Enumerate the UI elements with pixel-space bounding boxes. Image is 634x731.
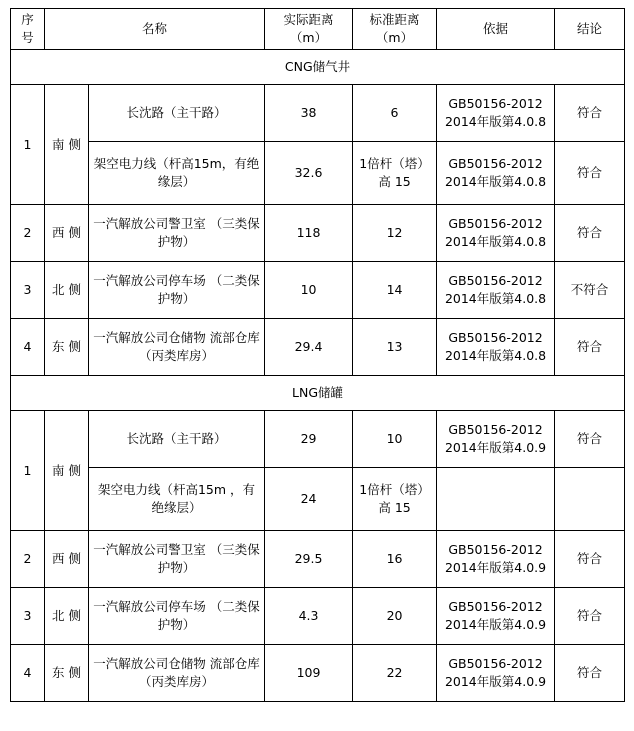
- row-actual: 38: [265, 85, 353, 142]
- header-standard-distance: [353, 9, 437, 50]
- header-actual-distance: [265, 9, 353, 50]
- row-basis-line2: 2014年版第4.0.9: [444, 617, 547, 633]
- row-basis-line2: 2014年版第4.0.9: [444, 674, 547, 690]
- row-name: [89, 319, 265, 376]
- row-actual: 29.4: [265, 319, 353, 376]
- row-side-line2: 侧: [68, 225, 81, 241]
- row-name-line2: 流部仓库（丙类库房）: [139, 330, 260, 364]
- row-conclusion: 符合: [555, 142, 625, 205]
- row-conclusion: 符合: [555, 411, 625, 468]
- row-conclusion: 符合: [555, 588, 625, 645]
- table-row: [11, 411, 625, 468]
- row-basis-line1: GB50156-2012: [448, 656, 543, 672]
- row-basis: [437, 85, 555, 142]
- row-side-line1: 北: [51, 608, 65, 624]
- table-row: [11, 85, 625, 142]
- table-row: [11, 645, 625, 702]
- document-sheet: [10, 8, 624, 702]
- row-side: [45, 205, 89, 262]
- row-name-line1: 一汽解放公司停车场: [93, 599, 206, 615]
- row-conclusion: 符合: [555, 645, 625, 702]
- row-name-line2: （二类保护物）: [157, 273, 260, 307]
- section-title-row: [11, 376, 625, 411]
- row-seq: 1: [11, 411, 45, 531]
- row-actual: 10: [265, 262, 353, 319]
- row-conclusion: 符合: [555, 85, 625, 142]
- header-seq-line2: 号: [21, 30, 34, 46]
- header-basis: 依据: [437, 9, 555, 50]
- row-basis-line1: GB50156-2012: [448, 422, 543, 438]
- header-standard-line1: 标准距离: [369, 12, 420, 27]
- section-title-cng: CNG储气井: [11, 50, 625, 85]
- row-basis-line2: 2014年版第4.0.8: [444, 234, 547, 250]
- row-conclusion: 不符合: [555, 262, 625, 319]
- row-seq: 2: [11, 531, 45, 588]
- row-side-line2: 侧: [68, 136, 81, 152]
- row-side-line1: 南: [51, 462, 65, 478]
- row-side-line1: 东: [51, 665, 65, 681]
- row-name-line1: 一汽解放公司警卫室: [93, 216, 206, 232]
- row-standard: [353, 468, 437, 531]
- row-basis: [437, 319, 555, 376]
- header-conclusion: 结论: [555, 9, 625, 50]
- row-side-line2: 侧: [68, 665, 81, 681]
- header-standard-line2: （m）: [375, 30, 414, 46]
- row-seq: 3: [11, 262, 45, 319]
- row-conclusion: 符合: [555, 205, 625, 262]
- row-name-line1: 一汽解放公司仓储物: [93, 330, 206, 346]
- row-basis-line1: GB50156-2012: [448, 599, 543, 615]
- row-side: [45, 85, 89, 205]
- row-basis-line2: 2014年版第4.0.8: [444, 114, 547, 130]
- row-side-line2: 侧: [68, 462, 81, 478]
- row-name-line1: 一汽解放公司停车场: [93, 273, 206, 289]
- row-name-line2: ，有绝缘层）: [151, 482, 256, 516]
- header-actual-line2: （m）: [289, 30, 328, 46]
- row-side-line1: 西: [51, 225, 65, 241]
- row-name: 长沈路（主干路）: [89, 85, 265, 142]
- table-row: [11, 262, 625, 319]
- header-name: 名称: [45, 9, 265, 50]
- header-seq-line1: 序: [21, 12, 34, 27]
- row-actual: 24: [265, 468, 353, 531]
- distance-compliance-table: [10, 8, 625, 702]
- row-name: 长沈路（主干路）: [89, 411, 265, 468]
- row-name-line1: 架空电力线（杆高15m: [97, 482, 227, 498]
- row-actual: 29.5: [265, 531, 353, 588]
- row-standard: 12: [353, 205, 437, 262]
- row-basis: [437, 411, 555, 468]
- section-title-lng: LNG储罐: [11, 376, 625, 411]
- table-row: [11, 468, 625, 531]
- table-row: [11, 531, 625, 588]
- row-side-line2: 侧: [68, 551, 81, 567]
- row-name-line1: 一汽解放公司警卫室: [93, 542, 206, 558]
- row-side: [45, 262, 89, 319]
- table-row: [11, 319, 625, 376]
- row-name-line2: （三类保护物）: [157, 216, 260, 250]
- row-side: [45, 588, 89, 645]
- row-standard: 20: [353, 588, 437, 645]
- row-actual: 32.6: [265, 142, 353, 205]
- row-actual: 109: [265, 645, 353, 702]
- row-name: [89, 588, 265, 645]
- row-name: [89, 531, 265, 588]
- row-standard-line2: 15: [394, 500, 411, 516]
- header-seq: [11, 9, 45, 50]
- table-row: [11, 588, 625, 645]
- row-side-line1: 西: [51, 551, 65, 567]
- row-basis: [437, 645, 555, 702]
- row-basis: [437, 468, 555, 531]
- row-name-line1: 一汽解放公司仓储物: [93, 656, 206, 672]
- row-side-line1: 南: [51, 136, 65, 152]
- row-standard: 14: [353, 262, 437, 319]
- row-side: [45, 319, 89, 376]
- row-basis-line2: 2014年版第4.0.8: [444, 291, 547, 307]
- table-row: [11, 205, 625, 262]
- row-name: [89, 468, 265, 531]
- row-seq: 2: [11, 205, 45, 262]
- row-seq: 4: [11, 319, 45, 376]
- row-standard: 16: [353, 531, 437, 588]
- row-basis-line2: 2014年版第4.0.8: [444, 348, 547, 364]
- row-name: 架空电力线（杆高15m，有绝缘层）: [89, 142, 265, 205]
- row-basis-line2: 2014年版第4.0.8: [444, 174, 547, 190]
- row-seq: 3: [11, 588, 45, 645]
- row-side-line1: 北: [51, 282, 65, 298]
- row-name: [89, 205, 265, 262]
- table-row: [11, 142, 625, 205]
- row-side: [45, 531, 89, 588]
- table-header-row: [11, 9, 625, 50]
- row-standard-line1: 1倍杆（塔）高: [359, 156, 430, 190]
- row-basis: [437, 142, 555, 205]
- row-side-line2: 侧: [68, 282, 81, 298]
- row-basis-line1: GB50156-2012: [448, 96, 543, 112]
- row-standard: 13: [353, 319, 437, 376]
- row-side-line2: 侧: [68, 608, 81, 624]
- row-actual: 118: [265, 205, 353, 262]
- row-side-line1: 东: [51, 339, 65, 355]
- row-seq: 4: [11, 645, 45, 702]
- row-basis-line1: GB50156-2012: [448, 156, 543, 172]
- row-basis-line2: 2014年版第4.0.9: [444, 440, 547, 456]
- row-standard-line1: 1倍杆（塔）高: [359, 482, 430, 516]
- row-basis-line1: GB50156-2012: [448, 542, 543, 558]
- row-actual: 29: [265, 411, 353, 468]
- row-conclusion: 符合: [555, 531, 625, 588]
- row-side: [45, 411, 89, 531]
- row-standard: 22: [353, 645, 437, 702]
- row-actual: 4.3: [265, 588, 353, 645]
- row-name-line2: （三类保护物）: [157, 542, 260, 576]
- row-basis: [437, 205, 555, 262]
- row-basis-line1: GB50156-2012: [448, 273, 543, 289]
- row-standard: 10: [353, 411, 437, 468]
- row-basis: [437, 588, 555, 645]
- row-conclusion: [555, 468, 625, 531]
- row-side-line2: 侧: [68, 339, 81, 355]
- row-standard-line2: 15: [394, 174, 411, 190]
- header-actual-line1: 实际距离: [283, 12, 334, 27]
- row-name: [89, 262, 265, 319]
- section-title-row: [11, 50, 625, 85]
- row-standard: 6: [353, 85, 437, 142]
- row-basis-line2: 2014年版第4.0.9: [444, 560, 547, 576]
- row-standard: [353, 142, 437, 205]
- row-basis: [437, 262, 555, 319]
- row-basis-line1: GB50156-2012: [448, 216, 543, 232]
- row-name: [89, 645, 265, 702]
- row-side: [45, 645, 89, 702]
- row-seq: 1: [11, 85, 45, 205]
- row-conclusion: 符合: [555, 319, 625, 376]
- row-name-line2: （二类保护物）: [157, 599, 260, 633]
- row-name-line2: 流部仓库（丙类库房）: [139, 656, 260, 690]
- row-basis: [437, 531, 555, 588]
- row-basis-line1: GB50156-2012: [448, 330, 543, 346]
